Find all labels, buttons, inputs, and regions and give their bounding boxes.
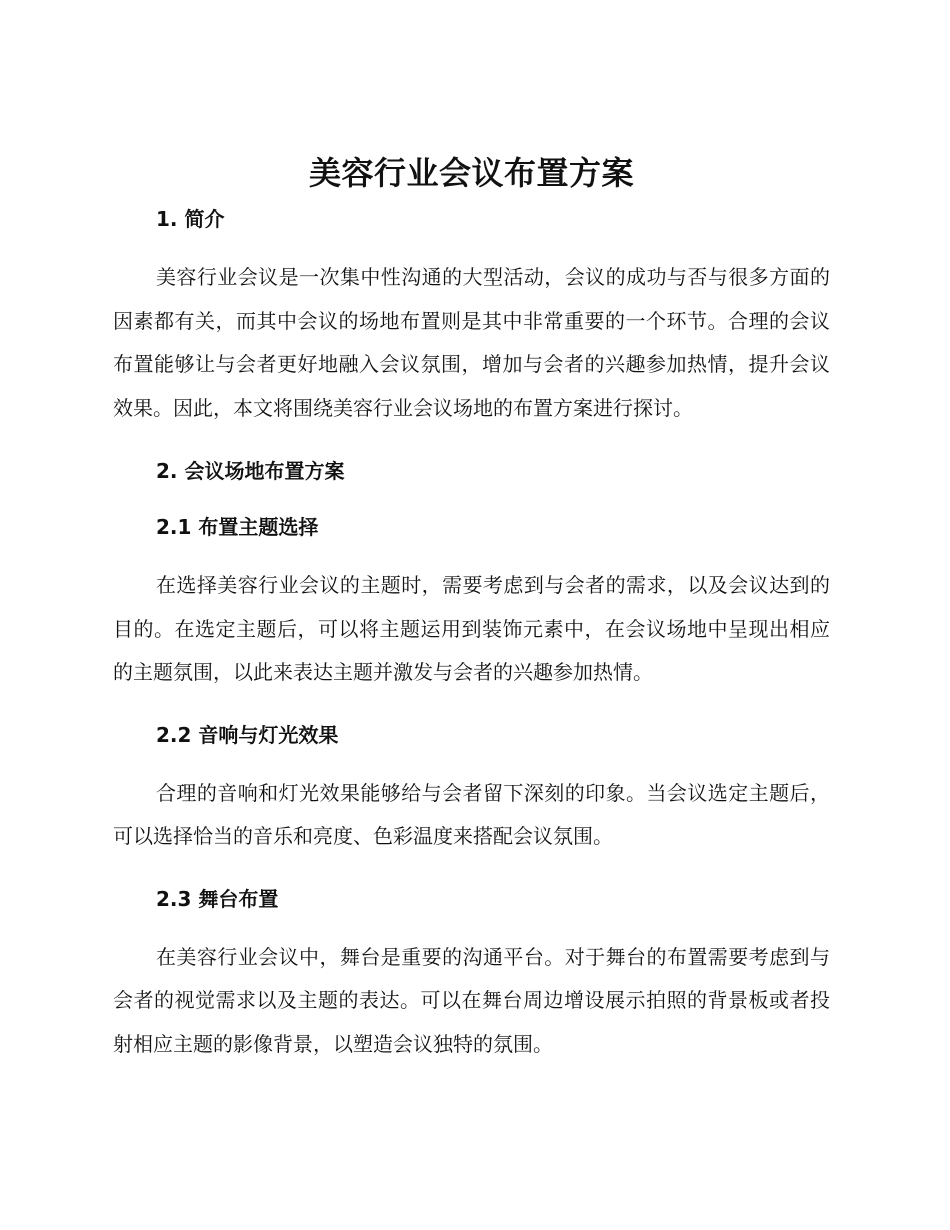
section-heading-stage: 2.3 舞台布置 [156, 886, 279, 911]
section-heading-sound-lighting: 2.2 音响与灯光效果 [156, 722, 339, 747]
section-heading-theme: 2.1 布置主题选择 [156, 515, 319, 539]
section-heading-venue-plan: 2. 会议场地布置方案 [156, 459, 345, 483]
section-paragraph-theme: 在选择美容行业会议的主题时，需要考虑到与会者的需求，以及会议达到的目的。在选定主题后，可以将主题运用到装饰元素中，在会议场地中呈现出相应的主题氛围，以此来表达主题并激发与会者的兴趣参加热情。 [113, 573, 830, 684]
document-title: 美容行业会议布置方案 [308, 154, 634, 192]
section-paragraph-sound-lighting: 合理的音响和灯光效果能够给与会者留下深刻的印象。当会议选定主题后，可以选择恰当的音乐和亮度、色彩温度来搭配会议氛围。 [113, 780, 830, 848]
section-paragraph-intro: 美容行业会议是一次集中性沟通的大型活动，会议的成功与否与很多方面的因素都有关，而其中会议的场地布置则是其中非常重要的一个环节。合理的会议布置能够让与会者更好地融入会议氛围，增加与会者的兴趣参加热情，提升会议效果。因此，本文将围绕美容行业会议场地的布置方案进行探讨。 [113, 265, 830, 420]
section-paragraph-stage: 在美容行业会议中，舞台是重要的沟通平台。对于舞台的布置需要考虑到与会者的视觉需求以及主题的表达。可以在舞台周边增设展示拍照的背景板或者投射相应主题的影像背景，以塑造会议独特的氛围。 [113, 944, 830, 1056]
section-heading-intro: 1. 简介 [156, 207, 225, 231]
